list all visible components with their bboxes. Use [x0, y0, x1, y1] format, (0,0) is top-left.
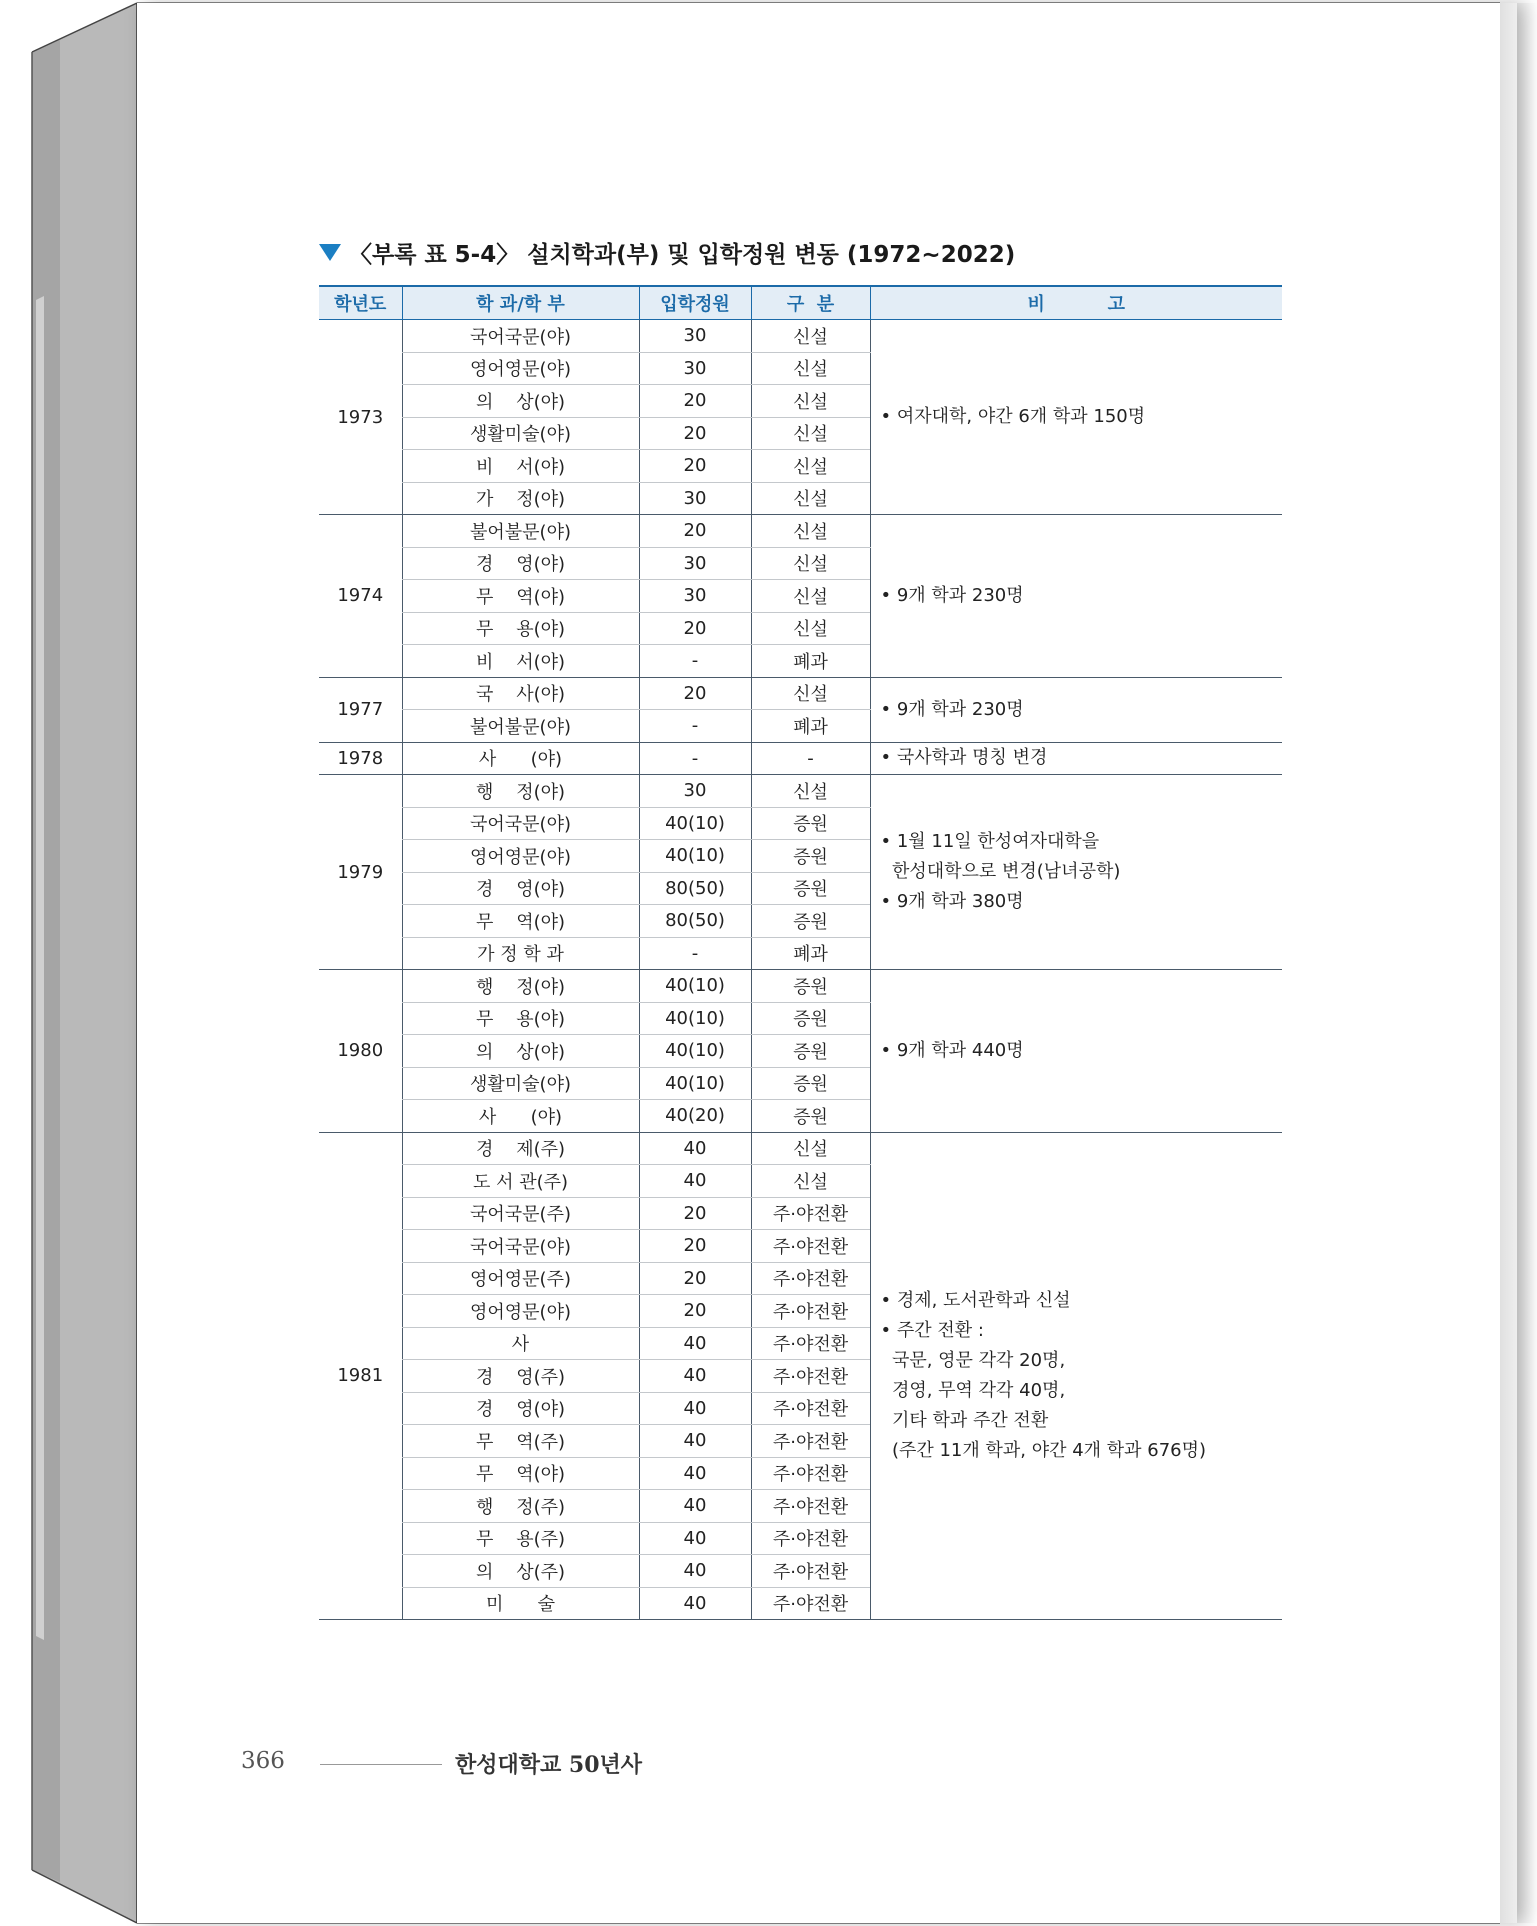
category-cell: 주·야전환: [751, 1555, 870, 1588]
quota-cell: 20: [639, 417, 751, 450]
department-cell: 비 서(야): [402, 645, 639, 678]
header-department: 학 과/학 부: [402, 286, 639, 320]
department-cell: 경 영(주): [402, 1360, 639, 1393]
quota-cell: 20: [639, 450, 751, 483]
department-cell: 국어국문(야): [402, 807, 639, 840]
category-cell: 신설: [751, 515, 870, 548]
department-cell: 무 역(야): [402, 580, 639, 613]
quota-cell: 40: [639, 1392, 751, 1425]
quota-cell: 40: [639, 1132, 751, 1165]
table-row: [319, 677, 1282, 710]
footer-rule: [320, 1764, 442, 1765]
category-cell: 주·야전환: [751, 1230, 870, 1263]
category-cell: 증원: [751, 1035, 870, 1068]
department-cell: 무 용(야): [402, 1002, 639, 1035]
quota-cell: 20: [639, 1197, 751, 1230]
category-cell: 신설: [751, 1132, 870, 1165]
department-cell: 무 역(주): [402, 1425, 639, 1458]
table-title-text: 〈부록 표 5-4〉 설치학과(부) 및 입학정원 변동 (1972~2022): [349, 241, 1016, 268]
department-cell: 가 정 학 과: [402, 937, 639, 970]
category-cell: 신설: [751, 352, 870, 385]
quota-cell: 40: [639, 1490, 751, 1523]
quota-cell: 20: [639, 1295, 751, 1328]
category-cell: 주·야전환: [751, 1295, 870, 1328]
remarks-cell: • 9개 학과 230명: [870, 677, 1282, 742]
category-cell: 폐과: [751, 645, 870, 678]
table-header-row: [319, 286, 1282, 320]
category-cell: 신설: [751, 417, 870, 450]
year-cell: 1974: [319, 515, 402, 678]
year-cell: 1973: [319, 320, 402, 515]
header-category: 구 분: [751, 286, 870, 320]
category-cell: 증원: [751, 840, 870, 873]
year-cell: 1978: [319, 742, 402, 775]
department-cell: 의 상(야): [402, 1035, 639, 1068]
table-row: [319, 1132, 1282, 1165]
quota-cell: 30: [639, 352, 751, 385]
category-cell: 폐과: [751, 937, 870, 970]
category-cell: 신설: [751, 482, 870, 515]
category-cell: 폐과: [751, 710, 870, 743]
department-cell: 생활미술(야): [402, 1067, 639, 1100]
department-cell: 무 용(주): [402, 1522, 639, 1555]
department-cell: 무 용(야): [402, 612, 639, 645]
quota-cell: -: [639, 742, 751, 775]
department-cell: 경 영(야): [402, 872, 639, 905]
quota-cell: 20: [639, 1262, 751, 1295]
quota-cell: 40(20): [639, 1100, 751, 1133]
remarks-cell: • 9개 학과 440명: [870, 970, 1282, 1133]
running-footer-title: 한성대학교 50년사: [455, 1752, 643, 1778]
department-cell: 경 영(야): [402, 547, 639, 580]
quota-cell: 40: [639, 1327, 751, 1360]
remarks-cell: • 여자대학, 야간 6개 학과 150명: [870, 320, 1282, 515]
quota-cell: 30: [639, 775, 751, 808]
remarks-cell: • 국사학과 명칭 변경: [870, 742, 1282, 775]
admission-table: [319, 285, 1282, 1620]
quota-cell: -: [639, 710, 751, 743]
department-cell: 행 정(야): [402, 775, 639, 808]
category-cell: 증원: [751, 872, 870, 905]
quota-cell: 40(10): [639, 1002, 751, 1035]
category-cell: 주·야전환: [751, 1457, 870, 1490]
department-cell: 국 사(야): [402, 677, 639, 710]
quota-cell: 30: [639, 547, 751, 580]
quota-cell: -: [639, 937, 751, 970]
category-cell: 증원: [751, 970, 870, 1003]
department-cell: 무 역(야): [402, 905, 639, 938]
table-row: [319, 742, 1282, 775]
category-cell: 주·야전환: [751, 1425, 870, 1458]
quota-cell: 20: [639, 1230, 751, 1263]
department-cell: 미 술: [402, 1587, 639, 1620]
department-cell: 국어국문(야): [402, 320, 639, 353]
quota-cell: 20: [639, 677, 751, 710]
department-cell: 영어영문(야): [402, 352, 639, 385]
category-cell: 증원: [751, 1002, 870, 1035]
department-cell: 영어영문(야): [402, 1295, 639, 1328]
table-row: [319, 775, 1282, 808]
table-row: [319, 515, 1282, 548]
quota-cell: 30: [639, 320, 751, 353]
department-cell: 사: [402, 1327, 639, 1360]
remarks-cell: • 9개 학과 230명: [870, 515, 1282, 678]
table-title: [319, 236, 1015, 268]
quota-cell: 40: [639, 1587, 751, 1620]
category-cell: 증원: [751, 1100, 870, 1133]
triangle-bullet-icon: [319, 244, 341, 261]
category-cell: 주·야전환: [751, 1360, 870, 1393]
department-cell: 영어영문(야): [402, 840, 639, 873]
department-cell: 가 정(야): [402, 482, 639, 515]
department-cell: 국어국문(주): [402, 1197, 639, 1230]
category-cell: 주·야전환: [751, 1522, 870, 1555]
department-cell: 무 역(야): [402, 1457, 639, 1490]
department-cell: 경 제(주): [402, 1132, 639, 1165]
year-cell: 1977: [319, 677, 402, 742]
quota-cell: 40(10): [639, 1067, 751, 1100]
category-cell: 신설: [751, 320, 870, 353]
department-cell: 행 정(주): [402, 1490, 639, 1523]
quota-cell: 40(10): [639, 840, 751, 873]
category-cell: 주·야전환: [751, 1197, 870, 1230]
category-cell: 증원: [751, 1067, 870, 1100]
category-cell: 신설: [751, 677, 870, 710]
remarks-cell: • 1월 11일 한성여자대학을 한성대학으로 변경(남녀공학) • 9개 학과 380명: [870, 775, 1282, 970]
department-cell: 사 (야): [402, 1100, 639, 1133]
category-cell: 신설: [751, 775, 870, 808]
category-cell: -: [751, 742, 870, 775]
category-cell: 신설: [751, 580, 870, 613]
department-cell: 도 서 관(주): [402, 1165, 639, 1198]
quota-cell: 40(10): [639, 807, 751, 840]
quota-cell: 40: [639, 1360, 751, 1393]
department-cell: 사 (야): [402, 742, 639, 775]
category-cell: 주·야전환: [751, 1327, 870, 1360]
year-cell: 1980: [319, 970, 402, 1133]
category-cell: 주·야전환: [751, 1262, 870, 1295]
year-cell: 1981: [319, 1132, 402, 1620]
table-row: [319, 970, 1282, 1003]
category-cell: 신설: [751, 547, 870, 580]
category-cell: 주·야전환: [751, 1587, 870, 1620]
category-cell: 증원: [751, 905, 870, 938]
category-cell: 신설: [751, 612, 870, 645]
page-number: 366: [241, 1748, 285, 1774]
department-cell: 비 서(야): [402, 450, 639, 483]
quota-cell: 30: [639, 482, 751, 515]
quota-cell: 40(10): [639, 970, 751, 1003]
header-year: 학년도: [319, 286, 402, 320]
table-body: [319, 320, 1282, 1620]
category-cell: 신설: [751, 450, 870, 483]
quota-cell: 40: [639, 1425, 751, 1458]
header-quota: 입학정원: [639, 286, 751, 320]
quota-cell: 40: [639, 1522, 751, 1555]
category-cell: 신설: [751, 1165, 870, 1198]
quota-cell: 20: [639, 612, 751, 645]
remarks-cell: • 경제, 도서관학과 신설 • 주간 전환 : 국문, 영문 각각 20명, 경영, 무역 각각 40명, 기타 학과 주간 전환 (주간 11개 학과, 야간 4개 학과 676명): [870, 1132, 1282, 1620]
category-cell: 신설: [751, 385, 870, 418]
header-remarks: 비 고: [870, 286, 1282, 320]
department-cell: 생활미술(야): [402, 417, 639, 450]
department-cell: 국어국문(야): [402, 1230, 639, 1263]
category-cell: 주·야전환: [751, 1490, 870, 1523]
department-cell: 불어불문(야): [402, 515, 639, 548]
quota-cell: 80(50): [639, 905, 751, 938]
quota-cell: 30: [639, 580, 751, 613]
category-cell: 주·야전환: [751, 1392, 870, 1425]
year-cell: 1979: [319, 775, 402, 970]
quota-cell: 40: [639, 1555, 751, 1588]
department-cell: 행 정(야): [402, 970, 639, 1003]
department-cell: 의 상(야): [402, 385, 639, 418]
category-cell: 증원: [751, 807, 870, 840]
department-cell: 영어영문(주): [402, 1262, 639, 1295]
quota-cell: 40(10): [639, 1035, 751, 1068]
quota-cell: 40: [639, 1165, 751, 1198]
department-cell: 경 영(야): [402, 1392, 639, 1425]
quota-cell: -: [639, 645, 751, 678]
table-row: [319, 320, 1282, 353]
quota-cell: 20: [639, 515, 751, 548]
department-cell: 불어불문(야): [402, 710, 639, 743]
quota-cell: 20: [639, 385, 751, 418]
department-cell: 의 상(주): [402, 1555, 639, 1588]
page-edge-shadow: [1500, 3, 1537, 1923]
quota-cell: 40: [639, 1457, 751, 1490]
quota-cell: 80(50): [639, 872, 751, 905]
